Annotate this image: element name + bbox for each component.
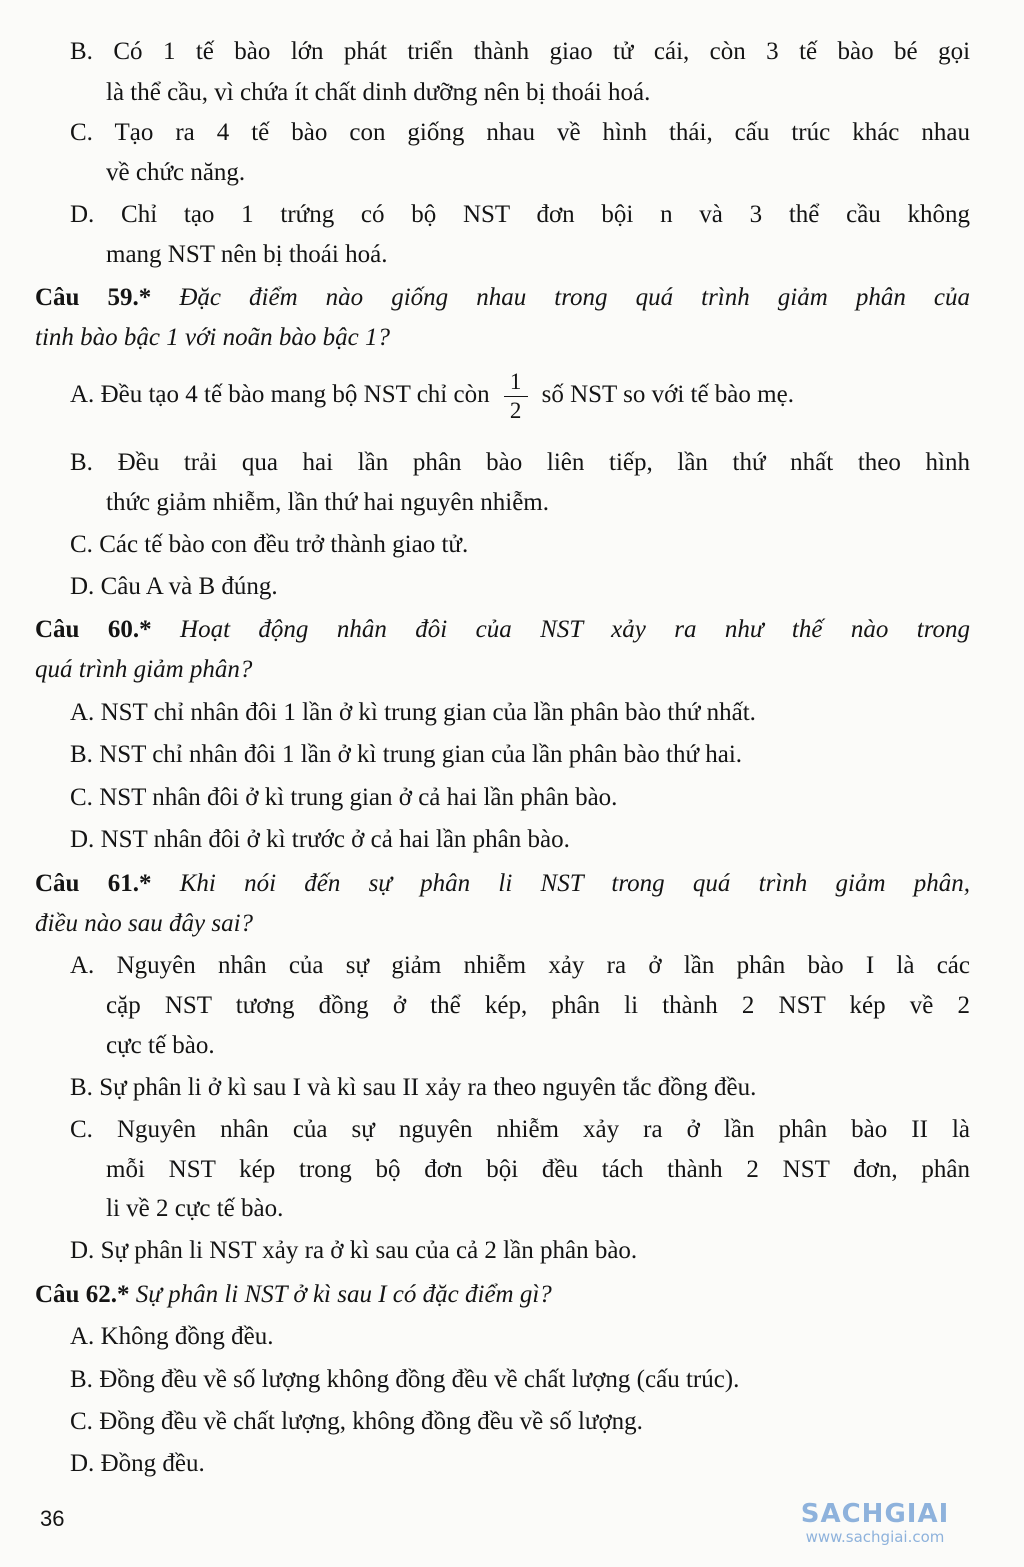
option-text: Các tế bào con đều trở thành giao tử. [99,531,469,558]
option-text: Đồng đều. [100,1450,205,1477]
option-label: C. [70,1408,93,1435]
option-label: D. [70,1237,95,1264]
option-text-continued: là thể cầu, vì chứa ít chất dinh dưỡng nên bị thoái hoá. [106,79,651,106]
option-text: NST chỉ nhân đôi 1 lần ở kì trung gian của lần phân bào thứ nhất. [100,699,756,726]
option-text: NST chỉ nhân đôi 1 lần ở kì trung gian của lần phân bào thứ hai. [99,741,743,768]
option-text-continued: thức giảm nhiễm, lần thứ hai nguyên nhiễm. [106,489,549,516]
answer-option [70,370,970,423]
option-label: D. [70,826,95,853]
question-text: quá trình giảm phân? [35,656,253,683]
option-text: NST nhân đôi ở kì trung gian ở cả hai lần phân bào. [99,784,618,811]
answer-option [70,951,970,981]
question-text: tinh bào bậc 1 với noãn bào bậc 1? [35,324,390,351]
option-text-continued: mang NST nên bị thoái hoá. [106,241,388,268]
option-text: Sự phân li ở kì sau I và kì sau II xảy ra theo nguyên tắc đồng đều. [99,1074,757,1101]
question-stem [35,655,970,685]
question-text: điều nào sau đây sai? [35,910,254,937]
option-text: Đồng đều về chất lượng, không đồng đều về số lượng. [99,1408,643,1435]
option-text: Câu A và B đúng. [100,573,278,600]
option-text: Nguyên nhân của sự giảm nhiễm xảy ra ở lần phân bào I là các [116,952,971,979]
question-number: Câu 62.* [35,1281,130,1308]
option-text: Nguyên nhân của sự nguyên nhiễm xảy ra ở lần phân bào II là [116,1116,971,1143]
option-label: D. [70,1450,95,1477]
answer-option [70,118,970,148]
option-text: Tạo ra 4 tế bào con giống nhau về hình thái, cấu trúc khác nhau [114,119,970,146]
question-stem [35,1280,970,1310]
option-label: B. [70,38,93,65]
option-text: Sự phân li NST xảy ra ở kì sau của cả 2 lần phân bào. [100,1237,638,1264]
option-label: A. [70,1323,95,1350]
option-label: C. [70,784,93,811]
option-text: Đều trải qua hai lần phân bào liên tiếp, lần thứ nhất theo hình [117,449,970,476]
question-stem [35,909,970,939]
answer-option [70,200,970,230]
option-label: D. [70,201,95,228]
option-label: B. [70,1366,93,1393]
option-text: NST nhân đôi ở kì trước ở cả hai lần phân bào. [100,826,570,853]
answer-option [70,37,970,67]
fraction-denominator: 2 [509,398,522,423]
answer-option [70,740,970,770]
option-label: A. [70,699,95,726]
option-text-after-fraction: số NST so với tế bào mẹ. [541,381,794,409]
question-text: Hoạt động nhân đôi của NST xảy ra như thế nào trong [180,616,971,643]
option-label: B. [70,741,93,768]
question-number: Câu 61.* [35,870,152,897]
option-text: Chỉ tạo 1 trứng có bộ NST đơn bội n và 3 thể cầu không [121,201,971,228]
question-number: Câu 59.* [35,284,152,311]
answer-option [70,1236,970,1266]
answer-option [70,1073,970,1103]
question-stem [35,869,970,899]
question-stem [35,283,970,313]
option-text-continued: mỗi NST kép trong bộ đơn bội đều tách thành 2 NST đơn, phân [106,1156,970,1183]
answer-option [70,530,970,560]
option-label: A. [70,381,95,409]
question-stem [35,323,970,353]
option-text: Không đồng đều. [100,1323,274,1350]
option-text-continued: về chức năng. [106,159,246,186]
page-number: 36 [40,1506,65,1531]
watermark-url: www.sachgiai.com [805,1528,945,1546]
answer-option [70,783,970,813]
answer-option [70,1407,970,1437]
answer-option [70,825,970,855]
answer-option [70,448,970,478]
answer-option [70,1365,970,1395]
option-text-continued: cực tế bào. [106,1032,215,1059]
fraction-numerator: 1 [509,369,522,394]
option-text: Đồng đều về số lượng không đồng đều về chất lượng (cấu trúc). [99,1366,740,1393]
answer-option [70,1115,970,1145]
question-stem [35,615,970,645]
option-text-continued: li về 2 cực tế bào. [106,1195,284,1222]
fraction-one-half [504,370,528,423]
option-label: C. [70,531,93,558]
option-label: B. [70,1074,93,1101]
answer-option [70,1322,970,1352]
watermark-brand: SACHGIAI [800,1499,950,1529]
option-text: Có 1 tế bào lớn phát triển thành giao tử cái, còn 3 tế bào bé gọi [113,38,971,65]
option-label: A. [70,952,95,979]
question-text: Đặc điểm nào giống nhau trong quá trình giảm phân của [179,284,971,311]
option-text-continued: cặp NST tương đồng ở thể kép, phân li thành 2 NST kép về 2 [106,992,970,1019]
option-label: C. [70,1116,93,1143]
option-label: C. [70,119,93,146]
question-text: Khi nói đến sự phân li NST trong quá trình giảm phân, [179,870,970,897]
answer-option [70,572,970,602]
answer-option [70,698,970,728]
option-label: D. [70,573,95,600]
question-number: Câu 60.* [35,616,152,643]
watermark [760,1500,990,1546]
option-label: B. [70,449,93,476]
question-text: Sự phân li NST ở kì sau I có đặc điểm gì? [135,1281,552,1308]
option-text: Đều tạo 4 tế bào mang bộ NST chỉ còn [100,381,490,409]
answer-option [70,1449,970,1479]
